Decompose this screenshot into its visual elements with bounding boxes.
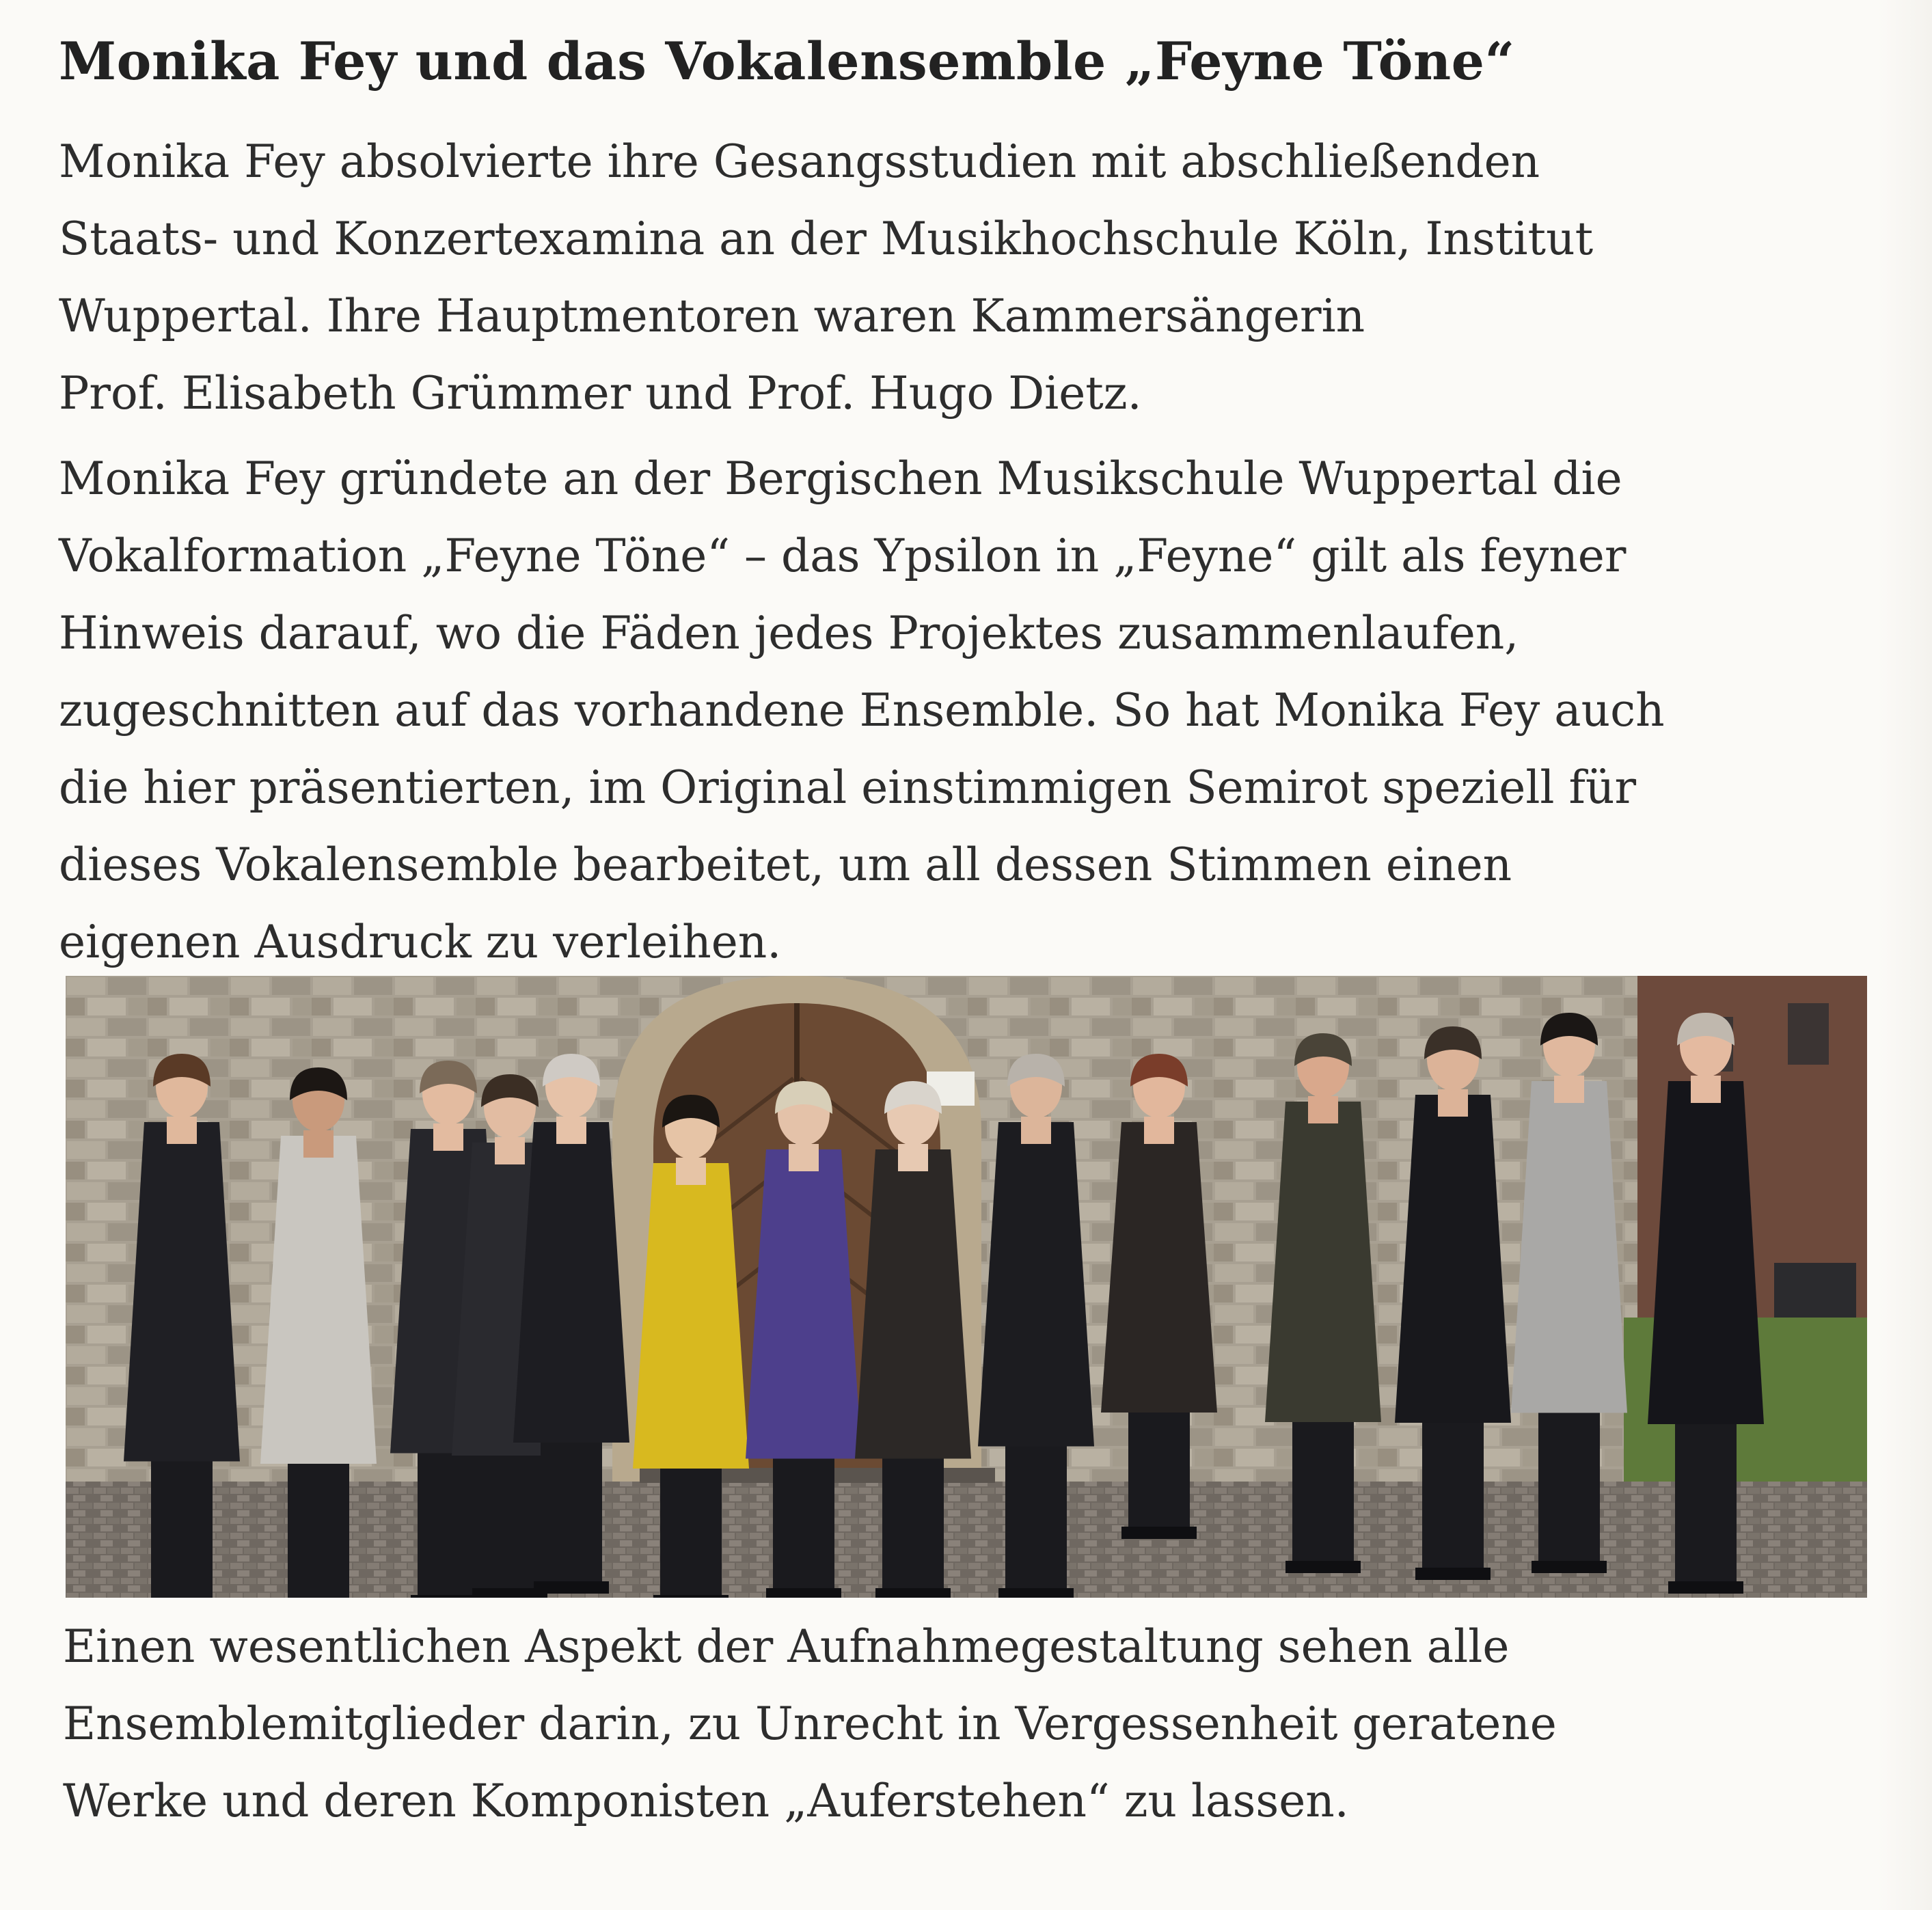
text-line: Prof. Elisabeth Grümmer und Prof. Hugo Dietz. [59, 367, 1142, 420]
paragraph-recording [63, 1608, 1894, 1840]
text-line: Vokalformation „Feyne Töne“ – das Ypsilon in „Feyne“ gilt als feyner [59, 530, 1627, 582]
text-line: Werke und deren Komponisten „Auferstehen“ zu lassen. [63, 1775, 1349, 1827]
parked-car [1774, 1263, 1856, 1318]
text-line: Hinweis darauf, wo die Fäden jedes Projektes zusammenlaufen, [59, 607, 1519, 659]
paragraph-biography [59, 123, 1890, 432]
paragraph-ensemble [59, 440, 1890, 981]
text-line: Staats- und Konzertexamina an der Musikhochschule Köln, Institut [59, 213, 1594, 265]
article-title: Monika Fey und das Vokalensemble „Feyne Töne“ [59, 31, 1515, 92]
text-line: die hier präsentierten, im Original einstimmigen Semirot speziell für [59, 761, 1637, 814]
photo-illustration [66, 976, 1867, 1598]
text-line: Ensemblemitglieder darin, zu Unrecht in Vergessenheit geratene [63, 1697, 1557, 1750]
text-line: Monika Fey absolvierte ihre Gesangsstudien mit abschließenden [59, 135, 1540, 188]
text-line: zugeschnitten auf das vorhandene Ensemble. So hat Monika Fey auch [59, 684, 1665, 737]
text-line: eigenen Ausdruck zu verleihen. [59, 916, 782, 968]
text-line: Wuppertal. Ihre Hauptmentoren waren Kammersängerin [59, 290, 1365, 342]
text-line: Monika Fey gründete an der Bergischen Musikschule Wuppertal die [59, 452, 1622, 505]
text-line: Einen wesentlichen Aspekt der Aufnahmegestaltung sehen alle [63, 1620, 1510, 1673]
ensemble-group-photo [66, 976, 1867, 1598]
text-line: dieses Vokalensemble bearbeitet, um all dessen Stimmen einen [59, 838, 1512, 891]
